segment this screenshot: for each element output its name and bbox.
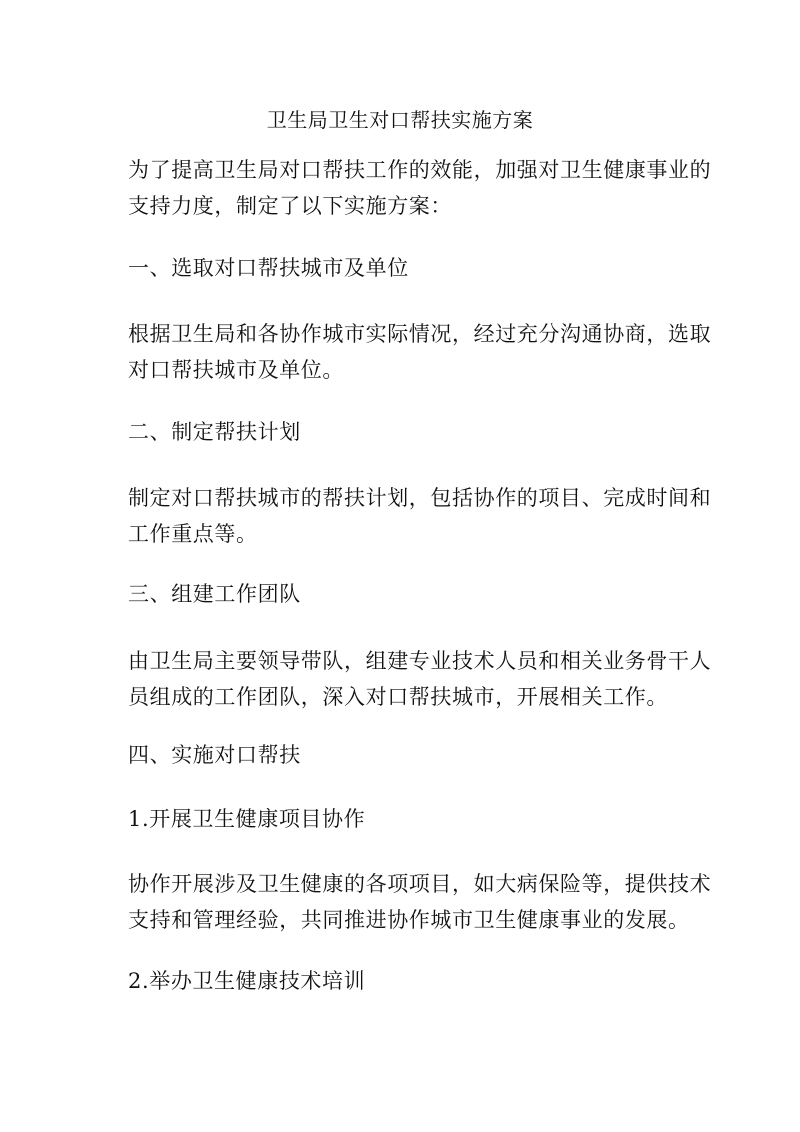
section-2-heading: 二、制定帮扶计划 [128,420,301,444]
subsection-2-heading: 2.举办卫生健康技术培训 [128,969,366,993]
section-4-heading: 四、实施对口帮扶 [128,743,301,767]
section-1-heading: 一、选取对口帮扶城市及单位 [128,256,409,280]
section-1-body: 根据卫生局和各协作城市实际情况，经过充分沟通协商，选取对口帮扶城市及单位。 [128,322,712,382]
subsection-1-body: 协作开展涉及卫生健康的各项项目，如大病保险等，提供技术支持和管理经验，共同推进协作城市卫生健康事业的发展。 [128,872,712,932]
section-2-body: 制定对口帮扶城市的帮扶计划，包括协作的项目、完成时间和工作重点等。 [128,486,712,546]
document-title: 卫生局卫生对口帮扶实施方案 [266,108,534,132]
intro-paragraph: 为了提高卫生局对口帮扶工作的效能，加强对卫生健康事业的支持力度，制定了以下实施方案： [128,158,712,218]
section-3-body: 由卫生局主要领导带队，组建专业技术人员和相关业务骨干人员组成的工作团队，深入对口帮扶城市，开展相关工作。 [128,649,712,709]
subsection-1-heading: 1.开展卫生健康项目协作 [128,807,366,831]
section-3-heading: 三、组建工作团队 [128,582,301,606]
